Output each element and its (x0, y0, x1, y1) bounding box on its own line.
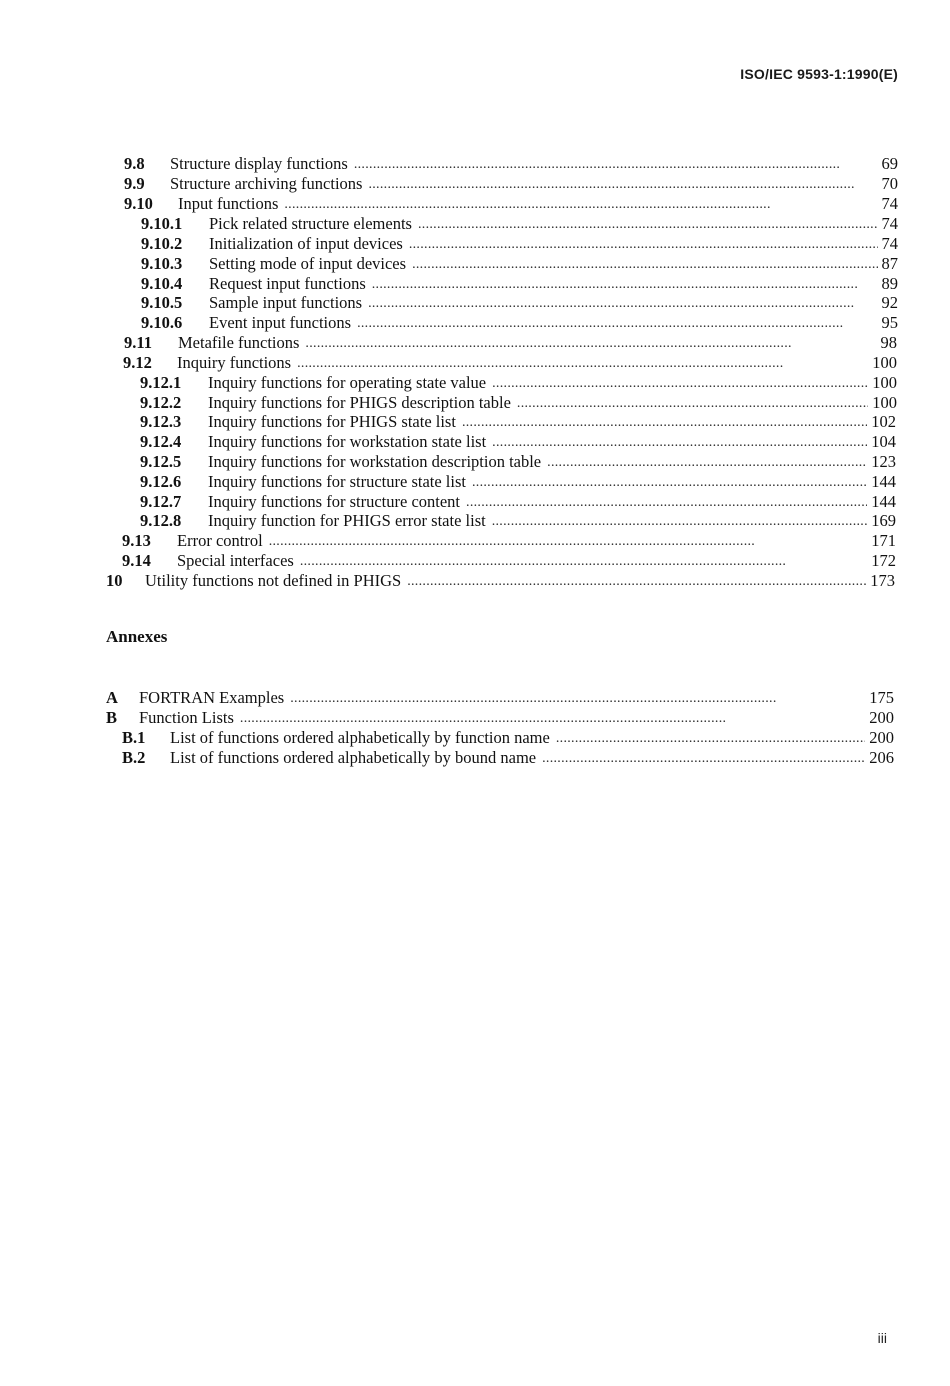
toc-entry-number: 9.12.2 (140, 393, 182, 412)
toc-dot-leader (517, 395, 868, 413)
toc-entry-title: Structure archiving functions (170, 174, 363, 193)
annex-entry-page: 200 (869, 708, 894, 727)
toc-dot-leader (556, 730, 865, 748)
toc-dot-leader (269, 533, 868, 551)
toc-dot-leader (466, 494, 867, 512)
annex-entry-number: B.2 (122, 748, 146, 767)
annex-entry-page: 200 (869, 728, 894, 747)
toc-entry-page: 74 (881, 234, 898, 253)
toc-entry-title: Inquiry functions for operating state value (208, 373, 487, 392)
toc-entry-number: 9.10.5 (141, 293, 183, 312)
toc-entry-page: 74 (881, 214, 898, 233)
toc-entry-page: 70 (881, 174, 898, 193)
toc-entry-title: Inquiry functions for PHIGS description table (208, 393, 511, 412)
toc-entry-page: 100 (872, 353, 897, 372)
toc-entry[interactable] (141, 274, 898, 294)
toc-dot-leader (368, 295, 877, 313)
toc-entry-title: Inquiry functions for workstation description table (208, 452, 542, 471)
toc-entry-number: 9.10.6 (141, 313, 183, 332)
toc-entry-page: 74 (881, 194, 898, 213)
toc-dot-leader (240, 710, 865, 728)
toc-entry-number: 9.9 (124, 174, 145, 193)
toc-entry-title: Inquiry functions (177, 353, 292, 372)
toc-entry-title: Request input functions (209, 274, 366, 293)
annex-entry-number: B (106, 708, 118, 727)
toc-entry-title: Inquiry function for PHIGS error state list (208, 511, 486, 530)
toc-entry[interactable] (141, 313, 898, 333)
toc-dot-leader (354, 156, 878, 174)
toc-dot-leader (547, 454, 867, 472)
annex-entry-title: List of functions ordered alphabetically by function name (170, 728, 550, 747)
toc-entry-title: Pick related structure elements (209, 214, 412, 233)
toc-entry-page: 144 (871, 492, 896, 511)
toc-entry[interactable] (140, 452, 896, 472)
toc-dot-leader (305, 335, 876, 353)
toc-entry-title: Structure display functions (170, 154, 348, 173)
toc-entry[interactable] (124, 333, 897, 353)
toc-entry-number: 9.10 (124, 194, 153, 213)
annex-entry-title: List of functions ordered alphabetically by bound name (170, 748, 537, 767)
toc-entry[interactable] (141, 214, 898, 234)
toc-entry-page: 100 (872, 393, 897, 412)
toc-entry[interactable] (141, 293, 898, 313)
toc-entry-number: 9.8 (124, 154, 145, 173)
toc-dot-leader (368, 176, 877, 194)
toc-entry[interactable] (141, 234, 898, 254)
toc-entry-number: 9.12.7 (140, 492, 182, 511)
toc-entry-title: Special interfaces (177, 551, 294, 570)
toc-entry-number: 9.12.1 (140, 373, 182, 392)
toc-entry[interactable] (140, 393, 897, 413)
toc-entry[interactable] (140, 511, 896, 531)
toc-dot-leader (284, 196, 877, 214)
toc-entry-page: 144 (871, 472, 896, 491)
toc-dot-leader (407, 573, 866, 591)
toc-entry-number: 9.10.3 (141, 254, 183, 273)
toc-entry-page: 69 (881, 154, 898, 173)
toc-entry-page: 169 (871, 511, 896, 530)
toc-dot-leader (492, 513, 868, 531)
annex-entry-number: B.1 (122, 728, 146, 747)
annex-entry-title: FORTRAN Examples (139, 688, 285, 707)
annex-entry[interactable] (122, 748, 894, 768)
toc-entry-title: Inquiry functions for structure content (208, 492, 461, 511)
toc-dot-leader (462, 414, 867, 432)
toc-entry-page: 104 (871, 432, 896, 451)
toc-dot-leader (418, 216, 878, 234)
toc-entry-number: 9.10.2 (141, 234, 183, 253)
toc-entry[interactable] (140, 472, 896, 492)
toc-entry-page: 98 (880, 333, 897, 352)
page-number: iii (877, 1330, 887, 1346)
annex-entry[interactable] (122, 728, 894, 748)
toc-entry-number: 9.12.8 (140, 511, 182, 530)
toc-entry-title: Error control (177, 531, 263, 550)
toc-entry-page: 100 (872, 373, 897, 392)
toc-entry-page: 173 (870, 571, 895, 590)
annex-entry-page: 175 (869, 688, 894, 707)
toc-dot-leader (290, 690, 865, 708)
toc-entry[interactable] (122, 551, 896, 571)
toc-entry-page: 172 (871, 551, 896, 570)
toc-entry[interactable] (140, 412, 896, 432)
toc-dot-leader (409, 236, 878, 254)
toc-entry-number: 9.12.3 (140, 412, 182, 431)
toc-entry[interactable] (124, 174, 898, 194)
toc-entry-title: Inquiry functions for structure state list (208, 472, 466, 491)
annex-entry-number: A (106, 688, 118, 707)
annex-entry[interactable] (106, 708, 894, 728)
toc-dot-leader (372, 276, 878, 294)
toc-entry-number: 9.10.4 (141, 274, 183, 293)
toc-entry[interactable] (140, 373, 897, 393)
toc-entry-page: 123 (871, 452, 896, 471)
toc-entry-page: 102 (871, 412, 896, 431)
toc-dot-leader (297, 355, 868, 373)
toc-entry-number: 9.14 (122, 551, 151, 570)
toc-entry-title: Inquiry functions for PHIGS state list (208, 412, 456, 431)
toc-entry-title: Event input functions (209, 313, 352, 332)
toc-entry-number: 9.12 (123, 353, 152, 372)
toc-entry[interactable] (141, 254, 898, 274)
toc-entry-title: Inquiry functions for workstation state list (208, 432, 487, 451)
toc-entry-page: 87 (881, 254, 898, 273)
toc-dot-leader (472, 474, 867, 492)
annexes-heading: Annexes (106, 627, 168, 646)
document-id-header: ISO/IEC 9593-1:1990(E) (740, 66, 898, 82)
toc-entry-title: Initialization of input devices (209, 234, 403, 253)
toc-entry[interactable] (124, 194, 898, 214)
toc-dot-leader (357, 315, 877, 333)
annex-entry-title: Function Lists (139, 708, 234, 727)
toc-dot-leader (542, 750, 865, 768)
toc-entry[interactable] (123, 353, 897, 373)
toc-entry-page: 92 (881, 293, 898, 312)
toc-entry-title: Metafile functions (178, 333, 300, 352)
toc-dot-leader (492, 375, 868, 393)
toc-entry-number: 9.12.6 (140, 472, 182, 491)
annex-entry-page: 206 (869, 748, 894, 767)
toc-dot-leader (300, 553, 867, 571)
toc-entry-title: Setting mode of input devices (209, 254, 407, 273)
annex-entry[interactable] (106, 688, 894, 708)
toc-entry-number: 9.12.5 (140, 452, 182, 471)
toc-entry-title: Input functions (178, 194, 279, 213)
toc-entry[interactable] (122, 531, 896, 551)
toc-entry[interactable] (106, 571, 895, 591)
toc-entry-number: 9.10.1 (141, 214, 183, 233)
toc-entry-title: Utility functions not defined in PHIGS (145, 571, 402, 590)
toc-entry-page: 89 (881, 274, 898, 293)
toc-entry-page: 95 (881, 313, 898, 332)
toc-entry-page: 171 (871, 531, 896, 550)
toc-entry[interactable] (140, 432, 896, 452)
toc-dot-leader (492, 434, 867, 452)
toc-entry[interactable] (140, 492, 896, 512)
toc-entry-number: 10 (106, 571, 123, 590)
toc-entry-number: 9.12.4 (140, 432, 182, 451)
toc-dot-leader (412, 256, 877, 274)
toc-entry-title: Sample input functions (209, 293, 363, 312)
toc-entry-number: 9.13 (122, 531, 151, 550)
toc-entry-number: 9.11 (124, 333, 152, 352)
toc-entry[interactable] (124, 154, 898, 174)
